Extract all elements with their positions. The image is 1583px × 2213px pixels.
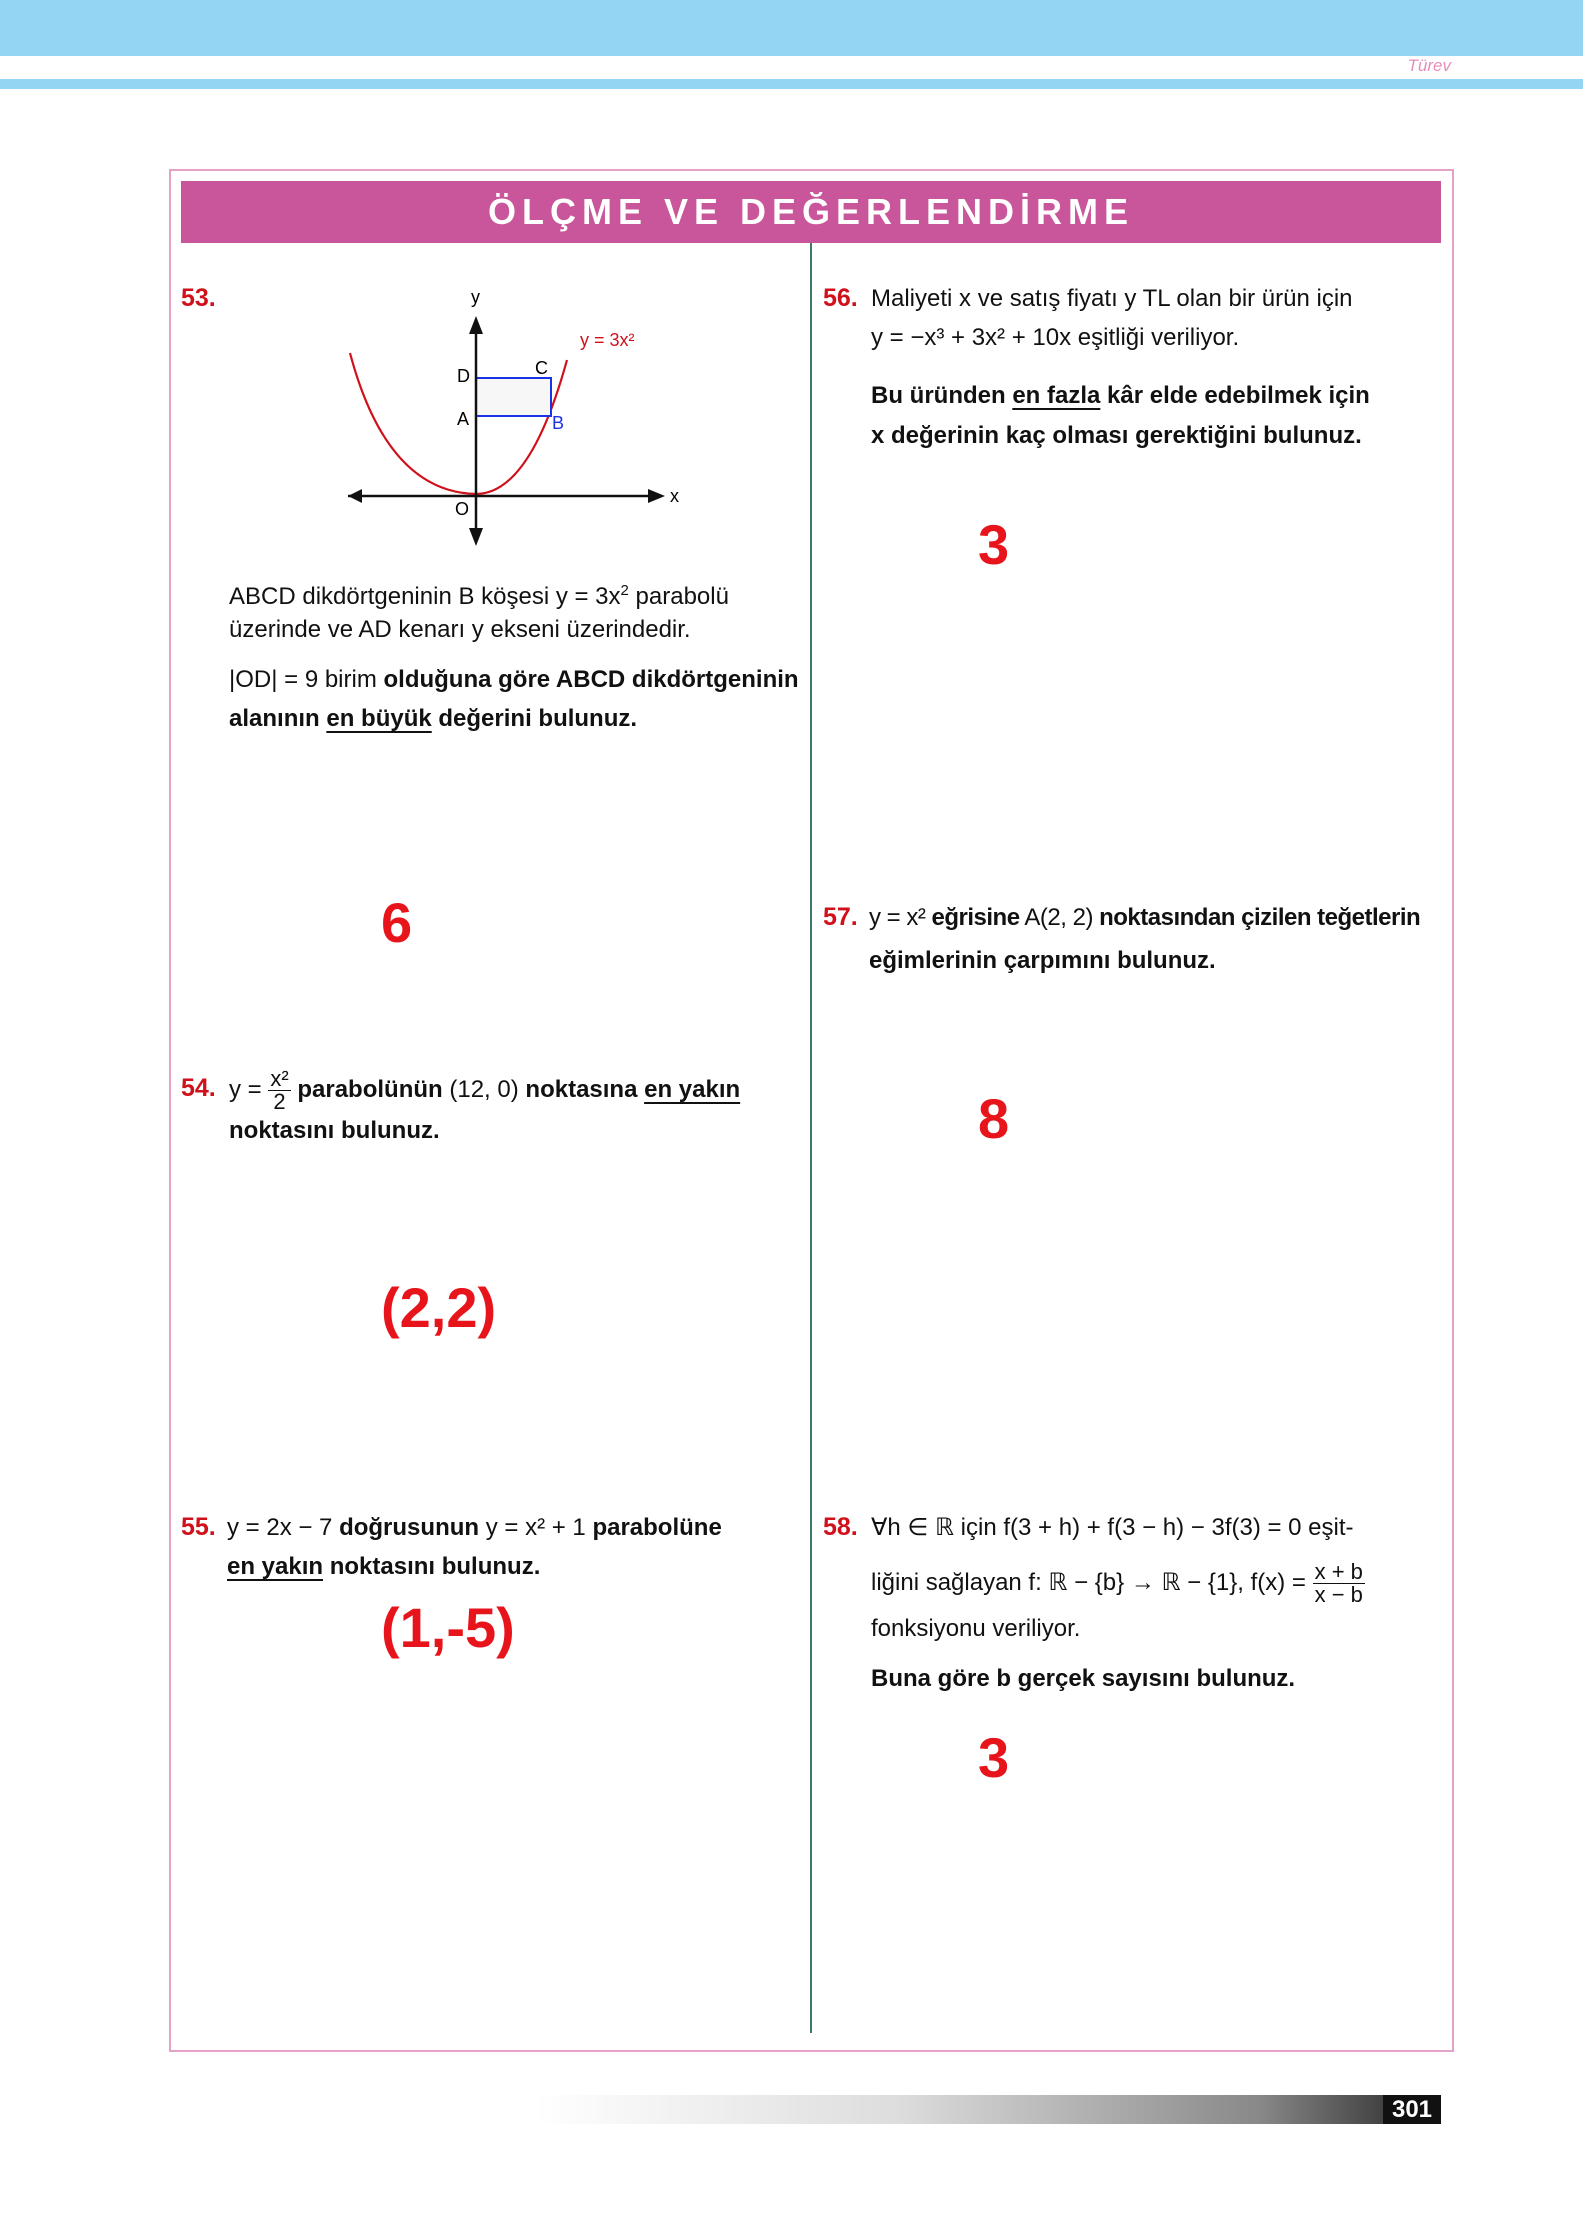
y-axis-up-arrow [469, 316, 483, 334]
top-band [0, 0, 1583, 56]
q58-line4: Buna göre b gerçek sayısını bulunuz. [871, 1665, 1296, 1692]
o-label: O [455, 499, 470, 519]
q53-line2: üzerinde ve AD kenarı y ekseni üzerindedir. [229, 616, 691, 643]
q58-line2: liğini sağlayan f: ℝ − {b} → ℝ − {1}, f(x) = $\frac{x + b}{x - b}$ [871, 1559, 1363, 1607]
question-number-54: 54. [181, 1074, 216, 1102]
q53-line4: alanının en büyük değerini bulunuz. [229, 705, 638, 732]
question-number-57: 57. [823, 903, 858, 931]
page-number-bar [536, 2095, 1441, 2124]
y-label: y [471, 287, 480, 307]
q56-line4: x değerinin kaç olması gerektiğini bulunuz. [871, 422, 1362, 449]
question-number-55: 55. [181, 1513, 216, 1541]
answer-53: 6 [381, 891, 413, 954]
answer-57: 8 [978, 1087, 1010, 1150]
question-number-53: 53. [181, 284, 216, 312]
x-axis-left-arrow [348, 489, 362, 503]
rectangle-abcd [476, 378, 551, 416]
q57-line1: y = x² eğrisine A(2, 2) noktasından çizilen teğetlerin [869, 904, 1421, 931]
curve-label: y = 3x² [580, 330, 635, 350]
q55-line1: y = 2x − 7 doğrusunun y = x² + 1 parabolüne [227, 1514, 722, 1541]
q54-line1: y = $\frac{\text{x²}}{2}$ parabolünün (12, 0) noktasına en yakın [229, 1066, 741, 1114]
answer-56: 3 [978, 513, 1010, 576]
q53-line1: ABCD dikdörtgeninin B köşesi $y = 3x^2$ parabolü [229, 582, 729, 610]
page-number: 301 [1383, 2095, 1441, 2124]
y-axis-down-arrow [469, 528, 483, 546]
chapter-label: Türev [1407, 56, 1451, 75]
q58-line1: ∀h ∈ ℝ için f(3 + h) + f(3 − h) − 3f(3) = 0 eşit- [871, 1514, 1354, 1541]
q54-line2: noktasını bulunuz. [229, 1117, 440, 1144]
d-label: D [457, 366, 470, 386]
column-divider [810, 243, 812, 2033]
answer-55: (1,-5) [381, 1596, 515, 1659]
c-label: C [535, 358, 548, 378]
q56-line1: Maliyeti x ve satış fiyatı y TL olan bir ürün için [871, 285, 1353, 312]
q56-line2: y = −x³ + 3x² + 10x eşitliği veriliyor. [871, 324, 1240, 351]
top-line [0, 79, 1583, 89]
answer-54: (2,2) [381, 1276, 497, 1339]
parabola-diagram [330, 280, 690, 560]
q53-line3: |OD| = 9 birim olduğuna göre ABCD dikdörtgeninin [229, 666, 799, 693]
q56-line3: Bu üründen en fazla kâr elde edebilmek için [871, 382, 1370, 409]
b-label: B [552, 413, 565, 433]
x-label: x [670, 486, 679, 506]
section-header: ÖLÇME VE DEĞERLENDİRME [181, 181, 1441, 243]
q57-line2: eğimlerinin çarpımını bulunuz. [869, 947, 1216, 974]
q58-line3: fonksiyonu veriliyor. [871, 1615, 1081, 1642]
x-axis-right-arrow [648, 489, 665, 503]
a-label: A [457, 409, 470, 429]
question-number-56: 56. [823, 284, 858, 312]
answer-58: 3 [978, 1726, 1010, 1789]
q55-line2: en yakın noktasını bulunuz. [227, 1553, 541, 1580]
question-number-58: 58. [823, 1513, 858, 1541]
